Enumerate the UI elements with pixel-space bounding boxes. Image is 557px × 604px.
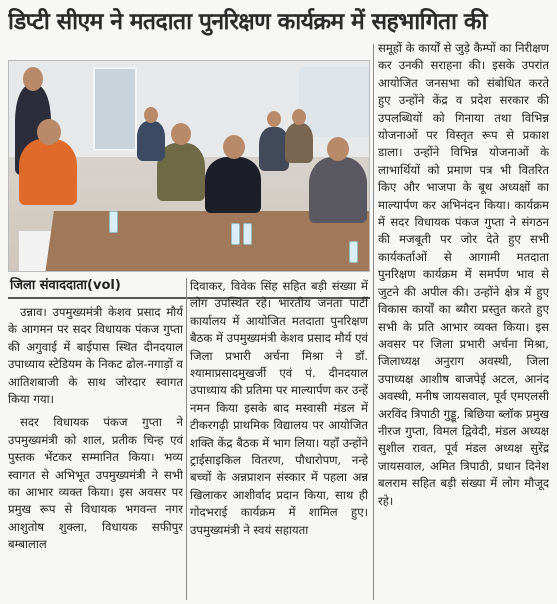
photo-person xyxy=(309,157,367,223)
photo-head xyxy=(144,107,158,123)
column-divider xyxy=(186,278,187,600)
column-divider xyxy=(373,44,374,600)
paragraph: समूहों के कार्यों से जुड़े कैम्पों का निरीक्षण कर उनकी सराहना की। इसके उपरांत आयोजित जनसभा को संबोधित करते हुए उन्होंने केंद्र व प्रदेश सरकार की उपलब्धियों को गिनाया तथा विभिन्न योजनाओं पर विस्तृत रूप से प्रकाश डाला। उन्होंने विभिन्न योजनाओं के लाभार्थियों को प्रमाण पत्र भी वितरित किए और भाजपा के बूथ अध्यक्षों का माल्यार्पण कर अभिनंदन किया। कार्यक्रम में सदर विधायक पंकज गुप्ता ने संगठन की मजबूती पर जोर देते हुए सभी कार्यकर्ताओं से आगामी मतदाता पुनरिक्षण कार्यक्रम में समर्पण भाव से जुटने की अपील की। उन्होंने क्षेत्र में हुए विकास कार्यों का ब्यौरा प्रस्तुत करते हुए सभी के प्रति आभार व्यक्त किया। इस अवसर पर जिला प्रभारी अर्चना मिश्रा, जिलाध्यक्ष अनुराग अवस्थी, जिला उपाध्यक्ष आशीष बाजपेई अटल, आनंद अवस्थी, मनीष जायसवाल, पूर्व एमएलसी अरविंद त्रिपाठी गुड्डू, बिछिया ब्लॉक प्रमुख नीरज गुप्ता, विमल द्विवेदी, मंडल अध्यक्ष सुशील रावत, पूर्व मंडल अध्यक्ष सुरेंद्र जायसवाल, अमित त्रिपाठी, प्रधान दिनेश बलराम सहित बड़ी संख्या में लोग मौजूद रहे। xyxy=(378,41,549,508)
photo-bottle xyxy=(109,211,118,233)
photo-bottle xyxy=(349,241,358,263)
photo-head xyxy=(327,137,349,161)
photo-head xyxy=(292,109,306,125)
article-column-3 xyxy=(378,40,549,600)
photo-head xyxy=(267,111,281,127)
photo-bottle xyxy=(243,223,252,245)
photo-person xyxy=(19,139,77,205)
photo-person xyxy=(285,123,313,163)
headline: डिप्टी सीएम ने मतदाता पुनरिक्षण कार्यक्रम में सहभागिता की xyxy=(8,9,487,35)
paragraph: दिवाकर, विवेक सिंह सहित बड़ी संख्या में लोग उपस्थित रहे। भारतीय जनता पार्टी कार्यालय में आयोजित मतदाता पुनरिक्षण बैठक में उपमुख्यमंत्री केशव प्रसाद मौर्य एवं जिला प्रभारी अर्चना मिश्रा ने डॉ. श्यामाप्रसादमुखर्जी एवं पं. दीनदयाल उपाध्याय की प्रतिमा पर माल्यार्पण कर उन्हें नमन किया इसके बाद मस्वासी मंडल में टीकरगढ़ी प्राथमिक विद्यालय पर आयोजित शक्ति केंद्र बैठक में भाग लिया। यहाँ उन्होंने ट्राईसाइकिल वितरण, पौधारोपण, नन्हे बच्चों के अन्नप्राशन संस्कार में पहला अन्न खिलाकर आशीर्वाद प्रदान किया, साथ ही गोदभराई कार्यक्रम में शामिल हुए। उपमुख्यमंत्री ने स्वयं सहायता xyxy=(190,279,368,537)
photo-head xyxy=(223,135,245,159)
photo-head xyxy=(37,119,61,145)
photo-person xyxy=(137,121,165,161)
photo-bottle xyxy=(231,223,240,245)
paragraph: सदर विधायक पंकज गुप्ता ने उपमुख्यमंत्री को शाल, प्रतीक चिन्ह एवं पुस्तक भेंटकर सम्मानित किया। भव्य स्वागत से अभिभूत उपमुख्यमंत्री ने सभी का आभार व्यक्त किया। इस अवसर पर प्रमुख रूप से विधायक भगवन्त नगर आशुतोष शुक्ला, विधायक सफीपुर बम्बालाल xyxy=(8,415,183,552)
article-column-1 xyxy=(8,304,183,600)
photo-person xyxy=(205,157,261,213)
meeting-photo xyxy=(8,60,370,272)
photo-window xyxy=(93,67,137,151)
photo-head xyxy=(23,67,43,91)
photo-head xyxy=(171,123,191,145)
paragraph: उन्नाव। उपमुख्यमंत्री केशव प्रसाद मौर्य के आगमन पर सदर विधायक पंकज गुप्ता की अगुवाई में बाईपास स्थित दीनदयाल उपाध्याय स्टेडियम के निकट ढोल-नगाड़ों व आतिशबाजी के साथ जोरदार स्वागत किया गया। xyxy=(8,305,183,407)
byline: जिला संवाददाता(vol) xyxy=(8,275,370,299)
article-column-2 xyxy=(190,278,368,600)
